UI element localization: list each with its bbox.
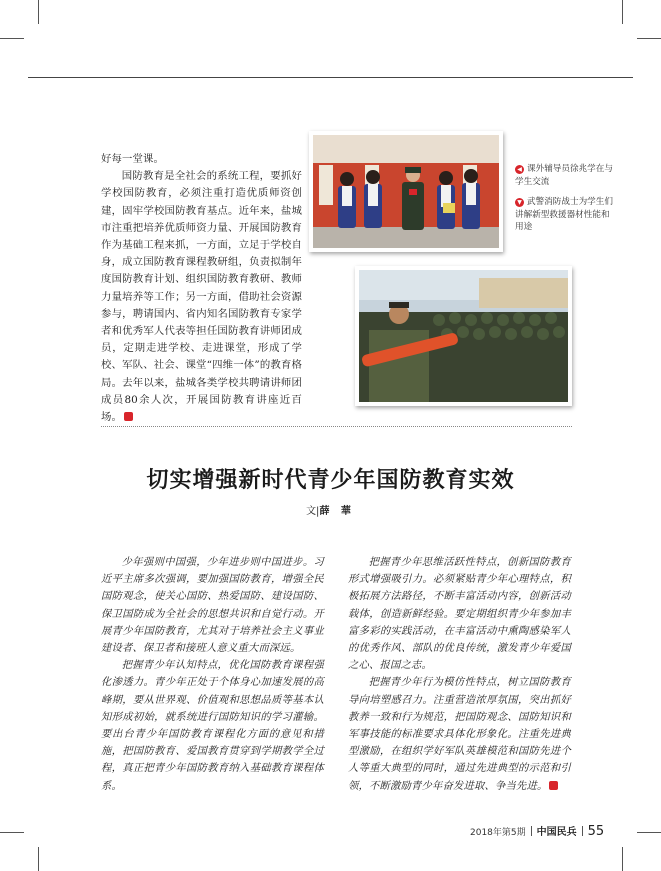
header-rule xyxy=(28,77,633,78)
crop-mark-bottom-right xyxy=(637,832,661,833)
article-paragraph: 把握青少年认知特点，优化国防教育课程强化渗透力。青少年正处于个体身心加速发展的高峰期，要从世界观、价值观和思想品质等基本认知形成初始，就系统进行国防知识的学习灌输。要出台青少年国防教育课程化方面的意见和措施，把国防教育、爱国教育贯穿到学期教学全过程，真正把青少年国防教育纳入基础教育课程体系。 xyxy=(101,659,324,792)
crop-mark-top-left-v xyxy=(38,0,39,24)
crop-mark-top-right-v xyxy=(622,0,623,24)
photo-firefighter-demonstration xyxy=(355,266,572,406)
photo-instructor-with-students-image xyxy=(313,135,499,248)
end-of-article-icon xyxy=(124,412,133,421)
photo-caption-2: ▼ 武警消防战士为学生们讲解新型救援器材性能和用途 xyxy=(515,197,613,232)
article-byline xyxy=(0,502,661,517)
end-of-article-icon xyxy=(549,781,558,790)
caption-bullet-icon: ◀ xyxy=(515,165,524,174)
magazine-name: 中国民兵 xyxy=(536,827,577,838)
article-paragraph: 少年强则中国强，少年进步则中国进步。习近平主席多次强调，要加强国防教育，增强全民国防观念，使关心国防、热爱国防、建设国防、保卫国防成为全社会的思想共识和自觉行动。开展青少年国防教育，尤其对于培养社会主义事业建设者、保卫者和接班人意义重大而深远。 xyxy=(101,556,324,655)
photo-instructor-with-students xyxy=(309,131,503,252)
continued-text-block xyxy=(101,151,302,426)
footer-separator xyxy=(531,826,532,836)
article-paragraph: 把握青少年行为模仿性特点，树立国防教育导向培塑感召力。注重营造浓厚氛围，突出抓好教养一致和行为规范，把国防观念、国防知识和军事技能的标准要求具体化形象化。注重先进典型激励，在组织学好军队英雄模范和国防先进个人等重大典型的同时，通过先进典型的示范和引领，不断激励青少年奋发进取、争当先进。 xyxy=(348,676,571,792)
photo-firefighter-demonstration-image xyxy=(359,270,568,402)
article-column-right xyxy=(348,554,571,795)
photo-caption-1: ◀ 课外辅导员徐兆学在与学生交流 xyxy=(515,164,613,187)
continued-paragraph-2: 国防教育是全社会的系统工程，要抓好学校国防教育，必须注重打造优质师资创建，固牢学校国防教育基点。近年来，盐城市注重把培养优质师资力量、开展国防教育作为基础工程来抓，一方面，立足于学校自身，成立国防教育课程教研组，负责拟制年度国防教育计划、组织国防教育教研、教师力量培养等工作；另一方面，借助社会资源参与，聘请国内、省内知名国防教育专家学者和优秀军人代表等担任国防教育讲师团成员，定期走进学校、走进课堂，形成了学校、军队、社会、课堂“四维一体”的教育格局。去年以来，盐城各类学校共聘请讲师团成员80余人次，开展国防教育讲座近百场。 xyxy=(101,170,302,424)
page-number: 55 xyxy=(587,824,605,839)
section-divider xyxy=(101,426,572,427)
footer-separator xyxy=(582,826,583,836)
article-paragraph: 把握青少年思维活跃性特点，创新国防教育形式增强吸引力。必须紧贴青少年心理特点，积极拓展方法路径，不断丰富活动内容，创新活动载体，创造新鲜经验。要定期组织青少年参加丰富多彩的实践活动，在丰富活动中熏陶感染军人的优秀作风、部队的优良传统，激发青少年爱国之心、报国之志。 xyxy=(348,556,571,672)
byline-prefix: 文| xyxy=(306,506,320,517)
continued-paragraph-1: 好每一堂课。 xyxy=(101,153,164,165)
article-title: 切实增强新时代青少年国防教育实效 xyxy=(146,467,515,493)
crop-mark-bottom-right-v xyxy=(622,847,623,871)
author-name: 薛 華 xyxy=(319,506,355,517)
crop-mark-top-right xyxy=(637,38,661,39)
issue-label: 2018年第5期 xyxy=(470,828,526,838)
page-footer xyxy=(470,823,604,839)
crop-mark-bottom-left-v xyxy=(38,847,39,871)
crop-mark-top-left xyxy=(0,38,24,39)
caption-bullet-icon: ▼ xyxy=(515,198,524,207)
article-column-left xyxy=(101,554,324,795)
crop-mark-bottom-left xyxy=(0,832,24,833)
